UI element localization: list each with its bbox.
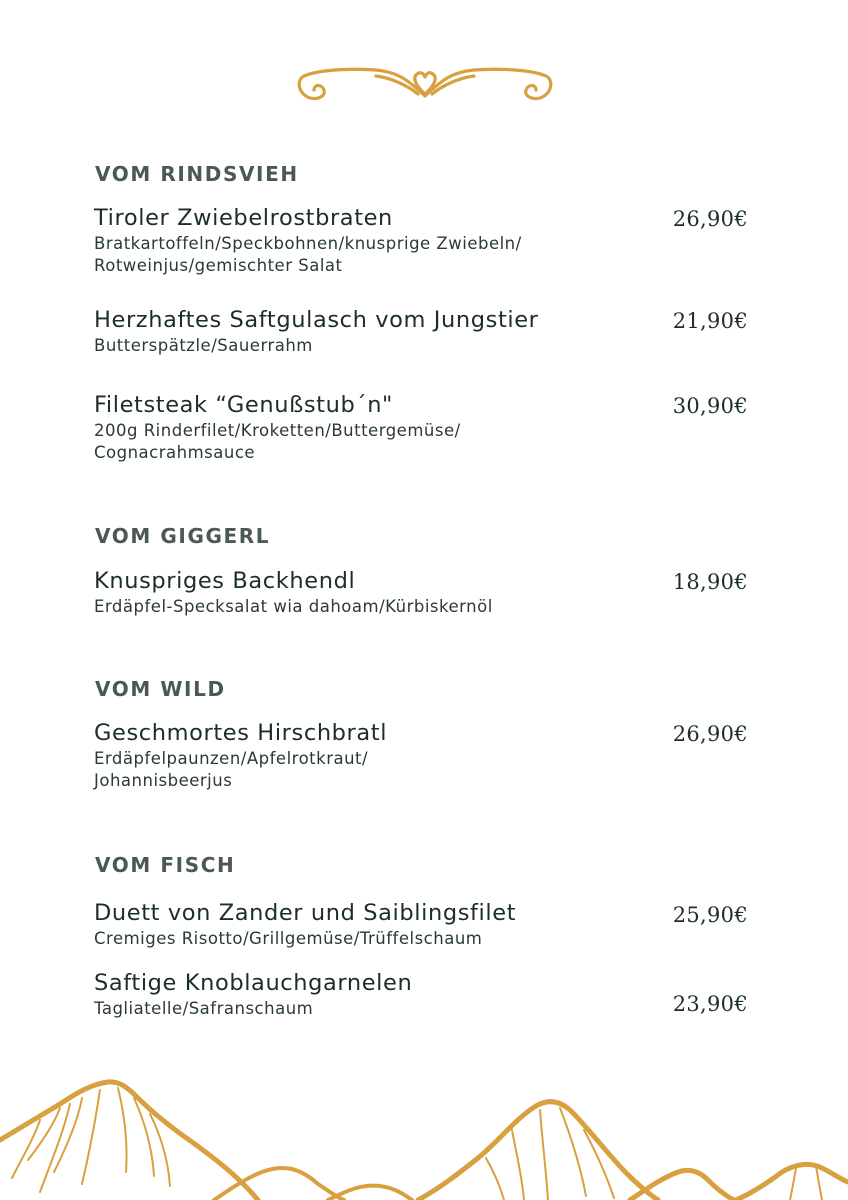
section-title-fisch: VOM FISCH [95,853,236,877]
section-title-giggerl: VOM GIGGERL [95,524,271,548]
section-title-rindsvieh: VOM RINDSVIEH [95,162,299,186]
dish-description: Rotweinjus/gemischter Salat [94,256,343,275]
dish-description: Cognacrahmsauce [94,443,256,462]
dish-description: Tagliatelle/Safranschaum [94,999,314,1018]
dish-price: 26,90€ [672,722,748,746]
dish-price: 23,90€ [672,992,748,1016]
dish-price: 26,90€ [672,207,748,231]
dish-description: Johannisbeerjus [94,771,233,790]
dish-name: Saftige Knoblauchgarnelen [94,970,413,996]
mountain-illustration [0,1068,848,1200]
dish-name: Geschmortes Hirschbratl [94,720,388,746]
dish-price: 25,90€ [672,903,748,927]
dish-name: Filetsteak “Genußstub´n" [94,392,394,418]
dish-price: 21,90€ [672,309,748,333]
dish-description: 200g Rinderfilet/Kroketten/Buttergemüse/ [94,421,461,440]
dish-name: Duett von Zander und Saiblingsfilet [94,900,517,926]
dish-description: Erdäpfelpaunzen/Apfelrotkraut/ [94,749,369,768]
heart-flourish-ornament [296,62,554,110]
dish-description: Cremiges Risotto/Grillgemüse/Trüffelschaum [94,929,483,948]
dish-description: Bratkartoffeln/Speckbohnen/knusprige Zwiebeln/ [94,234,522,253]
dish-price: 18,90€ [672,570,748,594]
section-title-wild: VOM WILD [95,677,226,701]
dish-description: Erdäpfel-Specksalat wia dahoam/Kürbiskernöl [94,597,493,616]
dish-name: Tiroler Zwiebelrostbraten [94,205,393,231]
dish-name: Herzhaftes Saftgulasch vom Jungstier [94,307,539,333]
dish-price: 30,90€ [672,394,748,418]
dish-description: Butterspätzle/Sauerrahm [94,336,313,355]
dish-name: Knuspriges Backhendl [94,568,356,594]
